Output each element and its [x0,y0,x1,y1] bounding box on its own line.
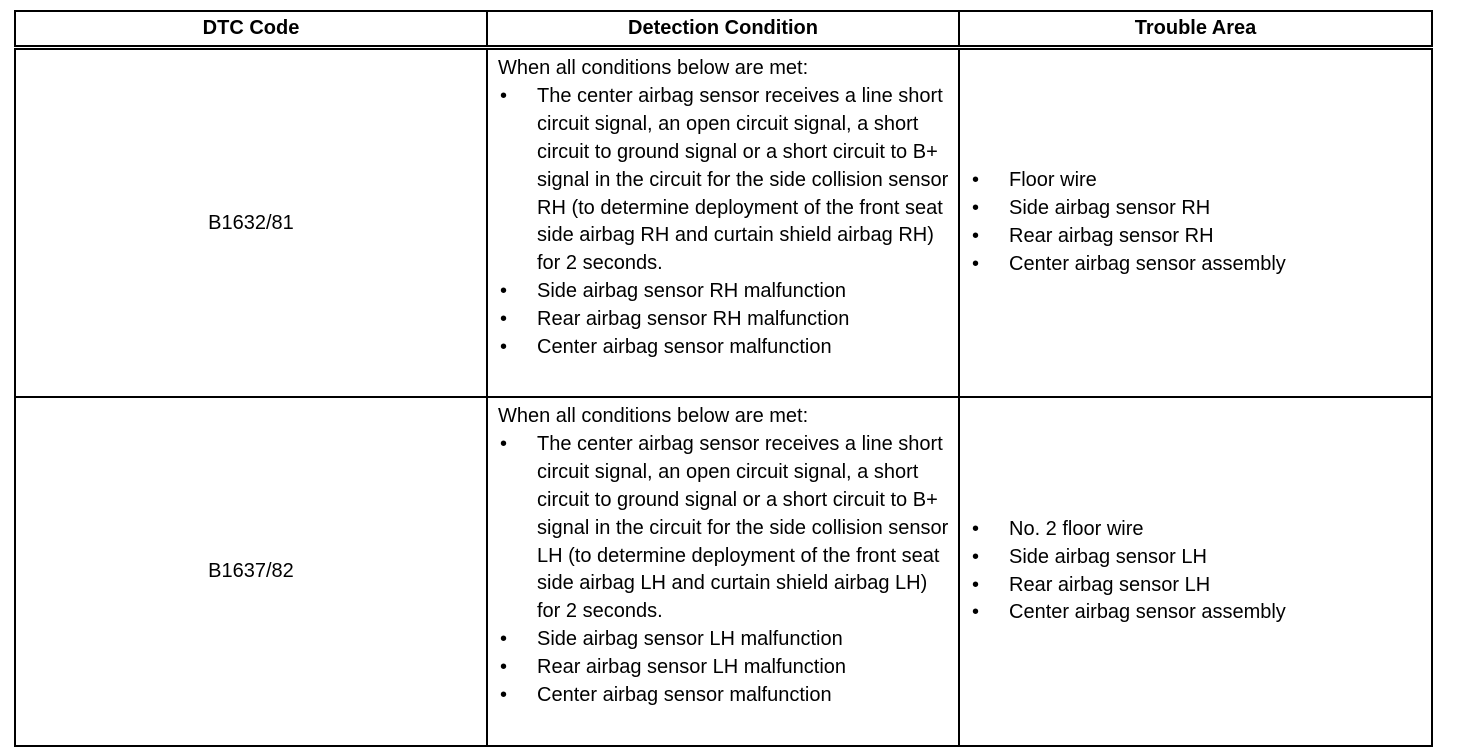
trouble-area-text: No. 2 floor wire [1009,517,1144,540]
trouble-area-item [970,544,1423,572]
condition-text: Rear airbag sensor RH malfunction [537,308,850,331]
condition-text: The center airbag sensor receives a line short circuit signal, an open circuit signal, a short circuit to ground signal or a short circuit to B+ signal in the circuit for the side collision sensor RH (to determine deployment of the front seat side airbag RH and curtain shield airbag RH) for 2 seconds. [537,84,949,275]
condition-list [498,83,950,362]
trouble-area-text: Side airbag sensor RH [1009,197,1211,220]
trouble-area-item [970,599,1423,627]
bullet-icon: • [500,336,508,359]
bullet-icon: • [972,517,980,540]
condition-item [498,682,950,710]
header-detection-condition: Detection Condition [487,11,959,48]
bullet-icon: • [500,656,508,679]
bullet-icon: • [500,280,508,303]
trouble-area-text: Side airbag sensor LH [1009,545,1207,568]
trouble-area-text: Floor wire [1009,169,1097,192]
header-dtc-code: DTC Code [15,11,487,48]
bullet-icon: • [500,432,508,455]
dtc-code-cell: B1637/82 [15,397,487,746]
condition-text: Center airbag sensor malfunction [537,336,832,359]
condition-item [498,431,950,626]
header-row [15,11,1432,48]
dtc-code-cell: B1632/81 [15,48,487,398]
detection-condition-cell [487,48,959,398]
detection-condition-cell [487,397,959,746]
bullet-icon: • [500,628,508,651]
dtc-table [14,10,1433,747]
bullet-icon: • [972,545,980,568]
condition-item [498,306,950,334]
condition-item [498,334,950,362]
condition-list [498,431,950,710]
trouble-area-cell [959,397,1432,746]
bullet-icon: • [500,684,508,707]
trouble-area-list [970,516,1423,628]
condition-text: Side airbag sensor LH malfunction [537,628,843,651]
condition-item [498,83,950,278]
trouble-area-list [970,167,1423,279]
trouble-area-text: Rear airbag sensor LH [1009,573,1211,596]
bullet-icon: • [500,308,508,331]
bullet-icon: • [972,197,980,220]
bullet-icon: • [972,601,980,624]
bullet-icon: • [972,573,980,596]
condition-text: Rear airbag sensor LH malfunction [537,656,847,679]
trouble-area-item [970,195,1423,223]
trouble-area-text: Center airbag sensor assembly [1009,252,1286,275]
bullet-icon: • [972,169,980,192]
trouble-area-item [970,223,1423,251]
condition-item [498,626,950,654]
condition-intro: When all conditions below are met: [498,405,809,427]
condition-text: Center airbag sensor malfunction [537,684,832,707]
condition-text: The center airbag sensor receives a line short circuit signal, an open circuit signal, a short circuit to ground signal or a short circuit to B+ signal in the circuit for the side collision sensor LH (to determine deployment of the front seat side airbag LH and curtain shield airbag LH) for 2 seconds. [537,432,949,623]
condition-item [498,654,950,682]
condition-item [498,278,950,306]
condition-text: Side airbag sensor RH malfunction [537,280,847,303]
trouble-area-cell [959,48,1432,398]
trouble-area-item [970,572,1423,600]
trouble-area-item [970,516,1423,544]
trouble-area-text: Center airbag sensor assembly [1009,601,1286,624]
table-row [15,397,1432,746]
condition-intro: When all conditions below are met: [498,57,809,79]
bullet-icon: • [500,84,508,107]
header-trouble-area: Trouble Area [959,11,1432,48]
bullet-icon: • [972,225,980,247]
trouble-area-item [970,251,1423,279]
bullet-icon: • [972,252,980,275]
trouble-area-text: Rear airbag sensor RH [1009,225,1214,247]
trouble-area-item [970,167,1423,195]
table-row [15,48,1432,398]
